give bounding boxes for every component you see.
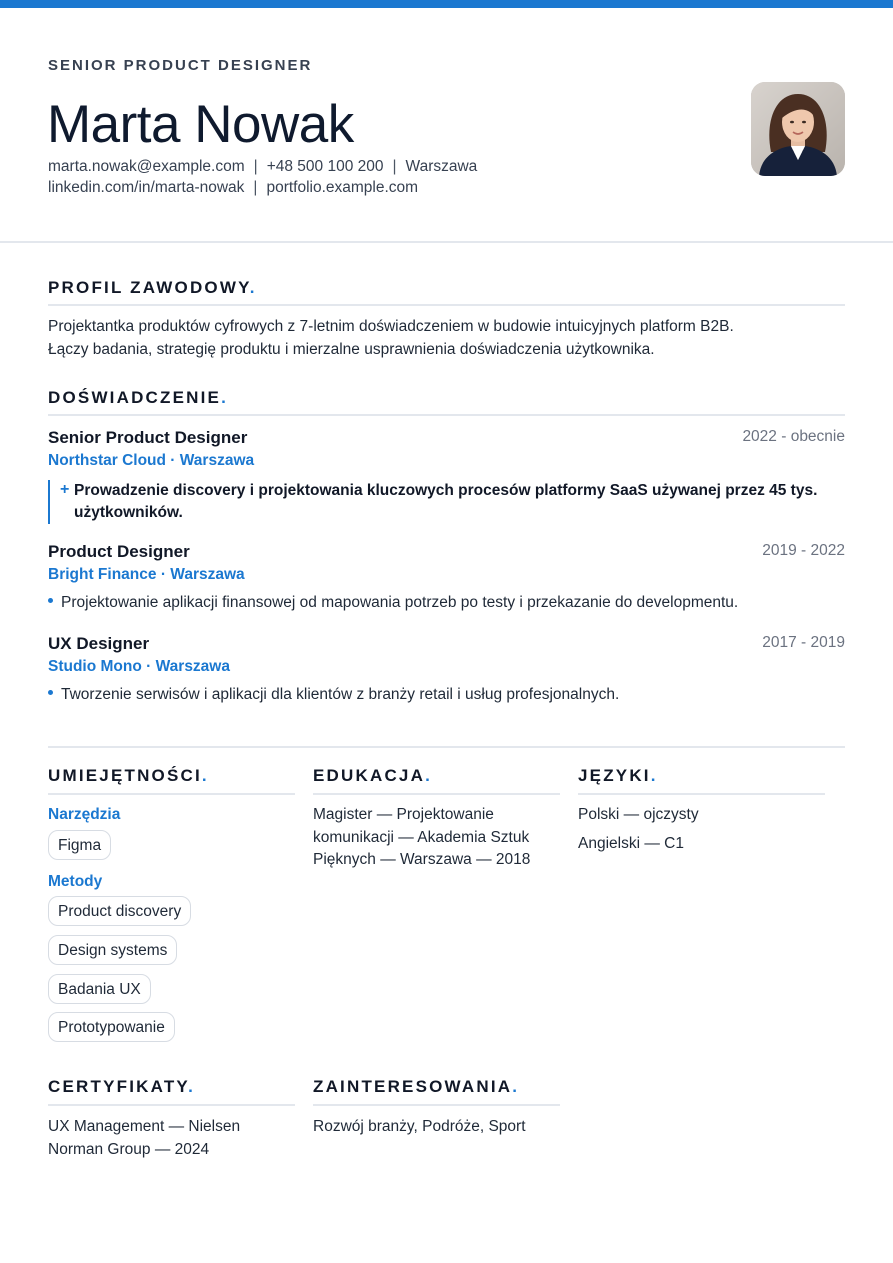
skill-chip: Badania UX bbox=[48, 974, 151, 1004]
skills-methods-label: Metody bbox=[48, 873, 103, 890]
job-dates: 2017 - 2019 bbox=[762, 634, 845, 651]
profile-line-2: Łączy badania, strategię produktu i mierzalne usprawnienia doświadczenia użytkownika. bbox=[48, 341, 655, 358]
section-divider bbox=[48, 414, 845, 416]
separator: | bbox=[253, 158, 258, 175]
header-divider bbox=[0, 241, 893, 243]
skill-chip: Product discovery bbox=[48, 896, 191, 926]
section-divider bbox=[48, 746, 845, 748]
section-divider bbox=[48, 304, 845, 306]
candidate-name: Marta Nowak bbox=[47, 95, 354, 154]
section-title-skills: UMIEJĘTNOŚCI. bbox=[48, 766, 209, 785]
skill-chip: Figma bbox=[48, 830, 111, 860]
section-title-experience: DOŚWIADCZENIE. bbox=[48, 388, 229, 407]
job-dates: 2019 - 2022 bbox=[762, 542, 845, 559]
section-divider bbox=[578, 793, 825, 795]
contact-line-1 bbox=[48, 158, 477, 176]
job-headline: SENIOR PRODUCT DESIGNER bbox=[48, 57, 313, 74]
separator: | bbox=[392, 158, 397, 175]
profile-photo bbox=[751, 82, 845, 176]
separator: | bbox=[253, 179, 258, 196]
bullet-dot-icon bbox=[48, 598, 53, 603]
education-entry: Magister — Projektowanie komunikacji — Akademia Sztuk Pięknych — Warszawa — 2018 bbox=[313, 806, 531, 868]
job-highlight bbox=[48, 480, 880, 524]
section-title-languages: JĘZYKI. bbox=[578, 766, 658, 785]
skills-tools-label: Narzędzia bbox=[48, 806, 121, 823]
bullet-dot-icon bbox=[48, 690, 53, 695]
certificate-entry: UX Management — Nielsen Norman Group — 2024 bbox=[48, 1118, 241, 1158]
section-divider bbox=[48, 1104, 295, 1106]
job-company: Studio Mono · Warszawa bbox=[48, 658, 230, 675]
section-title-interests: ZAINTERESOWANIA. bbox=[313, 1077, 520, 1096]
phone-number[interactable]: +48 500 100 200 bbox=[266, 158, 384, 175]
job-bullet: Tworzenie serwisów i aplikacji dla klientów z branży retail i usług profesjonalnych. bbox=[48, 686, 619, 704]
skill-chip: Design systems bbox=[48, 935, 177, 965]
portrait-image bbox=[751, 82, 845, 176]
plus-icon: + bbox=[60, 481, 70, 498]
section-title-profile: PROFIL ZAWODOWY. bbox=[48, 278, 257, 297]
section-divider bbox=[313, 1104, 560, 1106]
contact-line-2 bbox=[48, 179, 418, 197]
skill-chip: Prototypowanie bbox=[48, 1012, 175, 1042]
job-title: UX Designer bbox=[48, 634, 150, 653]
job-title: Senior Product Designer bbox=[48, 428, 248, 447]
interests-text: Rozwój branży, Podróże, Sport bbox=[313, 1118, 526, 1135]
section-divider bbox=[313, 793, 560, 795]
job-title: Product Designer bbox=[48, 542, 190, 561]
language-item: Polski — ojczysty bbox=[578, 806, 699, 823]
job-company: Northstar Cloud · Warszawa bbox=[48, 452, 255, 469]
job-dates: 2022 - obecnie bbox=[742, 428, 845, 445]
city: Warszawa bbox=[405, 158, 478, 175]
profile-line-1: Projektantka produktów cyfrowych z 7-letnim doświadczeniem w budowie intuicyjnych platform B2B. bbox=[48, 318, 734, 335]
email-link[interactable]: marta.nowak@example.com bbox=[48, 158, 245, 175]
section-divider bbox=[48, 793, 295, 795]
section-title-certificates: CERTYFIKATY. bbox=[48, 1077, 195, 1096]
section-title-education: EDUKACJA. bbox=[313, 766, 432, 785]
language-item: Angielski — C1 bbox=[578, 835, 684, 852]
portfolio-link[interactable]: portfolio.example.com bbox=[266, 179, 419, 196]
job-bullet: Projektowanie aplikacji finansowej od mapowania potrzeb po testy i przekazanie do developmentu. bbox=[48, 594, 738, 612]
job-company: Bright Finance · Warszawa bbox=[48, 566, 245, 583]
linkedin-link[interactable]: linkedin.com/in/marta-nowak bbox=[48, 179, 245, 196]
job-bullet: Prowadzenie discovery i projektowania kluczowych procesów platformy SaaS używanej przez 45 tys. użytkowników. bbox=[74, 482, 818, 521]
top-accent-bar bbox=[0, 0, 893, 8]
